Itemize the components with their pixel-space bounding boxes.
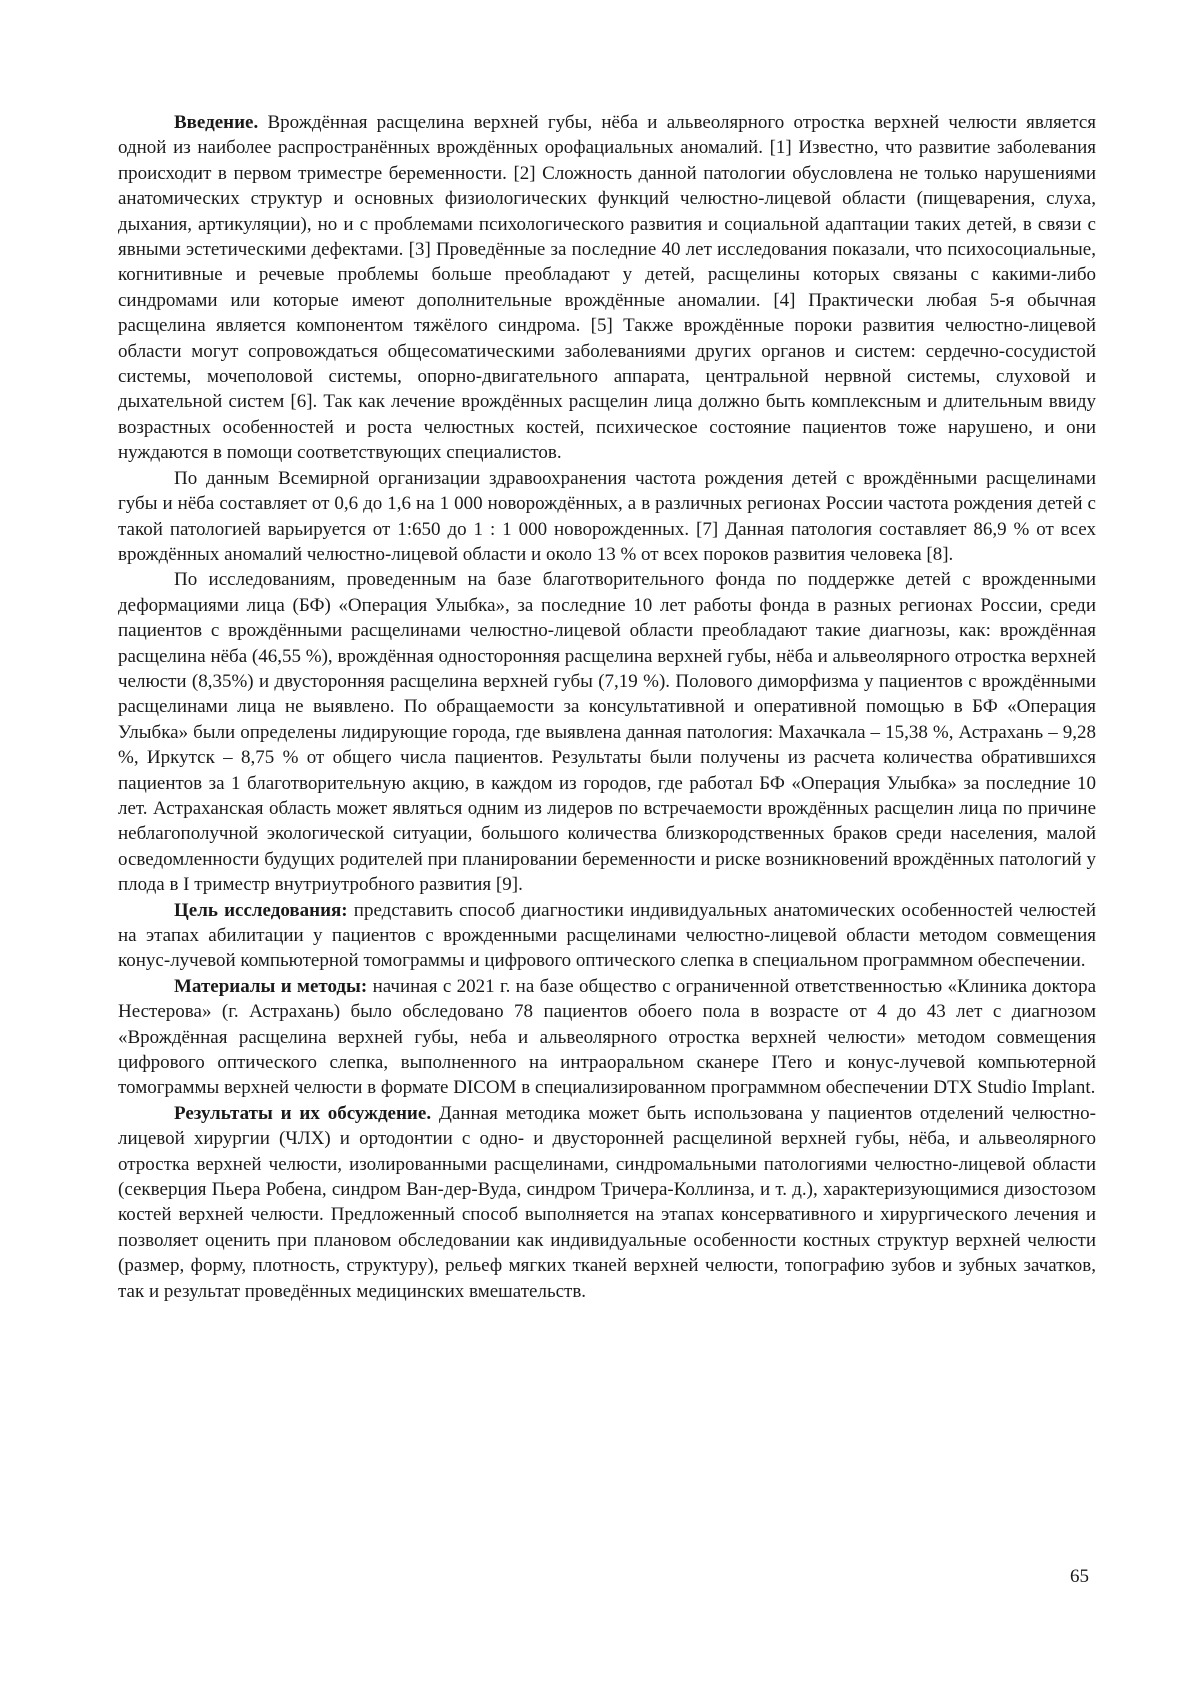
page-number: 65 [1070,1566,1089,1587]
introduction-text: Врождённая расщелина верхней губы, нёба и альвеолярного отростка верхней челюсти является одной из наиболее распространённых врождённых орофациальных аномалий. [1] Известно, что развитие заболевания происходит в первом триместре беременности. [2] Сложность данной патологии обусловлена не только нарушениями анатомических структур и основных физиологических функций челюстно-лицевой области (пищеварения, слуха, дыхания, артикуляции), но и с проблемами психологического развития и социальной адаптации таких детей, в связи с явными эстетическими дефектами. [3] Проведённые за последние 40 лет исследования показали, что психосоциальные, когнитивные и речевые проблемы больше преобладают у детей, расщелины которых связаны с какими-либо синдромами или которые имеют дополнительные врождённые аномалии. [4] Практически любая 5-я обычная расщелина является компонентом тяжёлого синдрома. [5] Также врождённые пороки развития челюстно-лицевой области могут сопровождаться общесоматическими заболеваниями других органов и систем: сердечно-сосудистой системы, мочеполовой системы, опорно-двигательного аппарата, центральной нервной системы, слуховой и дыхательной систем [6]. Так как лечение врождённых расщелин лица должно быть комплексным и длительным ввиду возрастных особенностей и роста челюстных костей, психическое состояние пациентов тоже нарушено, и они нуждаются в помощи соответствующих специалистов. [118,112,1096,464]
heading-methods: Материалы и методы: [174,975,368,997]
aim-text: представить способ диагностики индивидуальных анатомических особенностей челюстей на этапах абилитации у пациентов с врожденными расщелинами челюстно-лицевой области методом совмещения конус-лучевой компьютерной томограммы и цифрового оптического слепка в специальном программном обеспечении. [118,899,1096,972]
methods-text: начиная с 2021 г. на базе общество с ограниченной ответственностью «Клиника доктора Нестерова» (г. Астрахань) было обследовано 78 пациентов обоего пола в возрасте от 4 до 43 лет с диагнозом «Врождённая расщелина верхней губы, неба и альвеолярного отростка верхней челюсти» методом совмещения цифрового оптического слепка, выполненного на интраоральном сканере ITero и конус-лучевой компьютерной томограммы верхней челюсти в формате DICOM в специализированном программном обеспечении DTX Studio Implant. [118,975,1096,1099]
paragraph-results [118,1101,1096,1304]
paragraph-aim [118,898,1096,974]
heading-aim: Цель исследования: [174,899,348,921]
operation-smile-text: По исследованиям, проведенным на базе благотворительного фонда по поддержке детей с врожденными деформациями лица (БФ) «Операция Улыбка», за последние 10 лет работы фонда в разных регионах России, среди пациентов с врождёнными расщелинами челюстно-лицевой области преобладают такие диагнозы, как: врождённая расщелина нёба (46,55 %), врождённая односторонняя расщелина верхней губы, нёба и альвеолярного отростка верхней челюсти (8,35%) и двусторонняя расщелина верхней губы (7,19 %). Полового диморфизма у пациентов с врождёнными расщелинами лица не выявлено. По обращаемости за консультативной и оперативной помощью в БФ «Операция Улыбка» были определены лидирующие города, где выявлена данная патология: Махачкала – 15,38 %, Астрахань – 9,28 %, Иркутск – 8,75 % от общего числа пациентов. Результаты были получены из расчета количества обратившихся пациентов за 1 благотворительную акцию, в каждом из городов, где работал БФ «Операция Улыбка» за последние 10 лет. Астраханская область может являться одним из лидеров по встречаемости врождённых расщелин лица по причине неблагополучной экологической ситуации, большого количества близкородственных браков среди населения, малой осведомленности будущих родителей при планировании беременности и риске возникновений врождённых патологий у плода в I триместр внутриутробного развития [9]. [118,569,1096,896]
paragraph-methods [118,974,1096,1101]
heading-results: Результаты и их обсуждение. [174,1102,432,1124]
results-text: Данная методика может быть использована у пациентов отделений челюстно-лицевой хирургии (ЧЛХ) и ортодонтии с одно- и двусторонней расщелиной верхней губы, нёба, и альвеолярного отростка верхней челюсти, изолированными расщелинами, синдромальными патологиями челюстно-лицевой области (секверция Пьера Робена, синдром Ван-дер-Вуда, синдром Тричера-Коллинза, и т. д.), характеризующимися дизостозом костей верхней челюсти. Предложенный способ выполняется на этапах консервативного и хирургического лечения и позволяет оценить при плановом обследовании как индивидуальные особенности костных структур верхней челюсти (размер, форму, плотность, структуру), рельеф мягких тканей верхней челюсти, топографию зубов и зубных зачатков, так и результат проведённых медицинских вмешательств. [118,1102,1096,1302]
who-statistics-text: По данным Всемирной организации здравоохранения частота рождения детей с врождёнными расщелинами губы и нёба составляет от 0,6 до 1,6 на 1 000 новорождённых, а в различных регионах России частота рождения детей с такой патологией варьируется от 1:650 до 1 : 1 000 новорожденных. [7] Данная патология составляет 86,9 % от всех врождённых аномалий челюстно-лицевой области и около 13 % от всех пороков развития человека [8]. [118,467,1096,565]
paragraph-introduction [118,110,1096,466]
paragraph-operation-smile [118,567,1096,897]
paragraph-who-statistics [118,466,1096,568]
heading-introduction: Введение. [174,112,259,133]
article-body [118,110,1096,1304]
